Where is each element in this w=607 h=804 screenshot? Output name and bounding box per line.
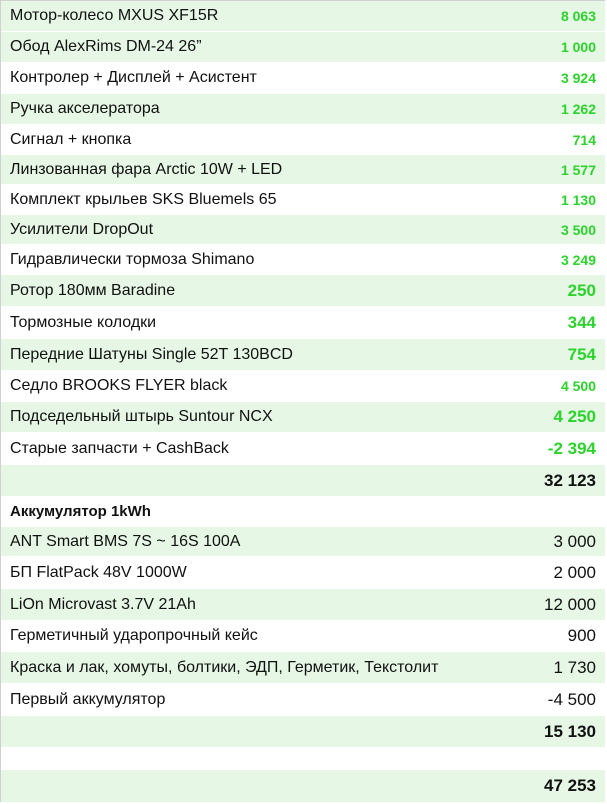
section-title: Аккумулятор 1kWh [10, 503, 151, 520]
table-row [1, 621, 605, 652]
table-row [1, 155, 605, 185]
item-value: 900 [567, 626, 596, 645]
section-header-row [1, 497, 605, 527]
item-value: 1 730 [553, 657, 596, 677]
item-value: 3 924 [560, 70, 596, 86]
table-row [1, 527, 605, 557]
item-name: Контролер + Дисплей + Асистент [10, 69, 257, 86]
item-name: Усилители DropOut [10, 220, 154, 238]
item-name: Краска и лак, хомуты, болтики, ЭДП, Герметик, Текстолит [10, 658, 439, 676]
item-value: 1 262 [560, 101, 596, 117]
grand-total-row [1, 770, 605, 803]
subtotal-value: 32 123 [544, 470, 596, 490]
table-row [1, 245, 605, 275]
item-value: 1 130 [560, 191, 596, 208]
item-name: Комплект крыльев SKS Bluemels 65 [10, 190, 277, 208]
table-row [1, 652, 605, 684]
item-value: -2 394 [547, 438, 596, 458]
spacer-row [1, 748, 605, 770]
item-name: LiOn Microvast 3.7V 21Ah [10, 595, 196, 613]
table-row [1, 275, 605, 307]
item-value: 4 500 [560, 378, 596, 394]
item-name: Подседельный штырь Suntour NCX [10, 408, 273, 425]
table-row [1, 371, 605, 402]
table-row [1, 402, 605, 433]
table-row [1, 589, 605, 621]
item-name: Сигнал + кнопка [10, 130, 132, 148]
item-value: 8 063 [560, 8, 596, 24]
item-name: Ручка акселератора [10, 100, 160, 117]
table-row [1, 307, 605, 339]
item-value: 3 249 [560, 251, 596, 268]
item-value: -4 500 [547, 689, 596, 709]
item-name: Тормозные колодки [10, 313, 157, 331]
item-name: Мотор-колесо MXUS XF15R [10, 7, 219, 24]
item-name: Линзованная фара Arctic 10W + LED [10, 160, 283, 178]
item-value: 1 577 [560, 161, 596, 178]
item-name: Ротор 180мм Baradine [10, 281, 176, 299]
item-value: 714 [572, 131, 596, 148]
item-value: 250 [567, 280, 596, 300]
table-row [1, 125, 605, 155]
item-name: Передние Шатуны Single 52T 130BCD [10, 345, 293, 363]
table-row [1, 94, 605, 125]
item-name: Старые запчасти + CashBack [10, 439, 229, 457]
table-row [1, 433, 605, 465]
table-row [1, 215, 605, 245]
item-name: ANT Smart BMS 7S ~ 16S 100A [10, 532, 241, 550]
item-value: 344 [567, 312, 596, 332]
table-row [1, 684, 605, 716]
item-name: Гидравлически тормоза Shimano [10, 250, 255, 268]
item-value: 3 500 [560, 221, 596, 238]
item-name: Герметичный ударопрочный кейс [10, 627, 258, 644]
item-value: 2 000 [553, 562, 596, 582]
table-row [1, 185, 605, 215]
subtotal-row [1, 465, 605, 497]
item-name: Обод AlexRims DM-24 26” [10, 38, 202, 55]
item-value: 12 000 [544, 594, 596, 614]
item-value: 3 000 [553, 531, 596, 551]
item-name: Седло BROOKS FLYER black [10, 377, 228, 394]
table-row [1, 32, 605, 63]
table-row [1, 557, 605, 589]
subtotal-value: 15 130 [544, 721, 596, 741]
grand-total-value: 47 253 [544, 776, 596, 795]
item-value: 754 [567, 344, 596, 364]
item-name: Первый аккумулятор [10, 690, 166, 708]
item-value: 1 000 [560, 39, 596, 55]
table-row [1, 63, 605, 94]
table-row [1, 1, 605, 32]
subtotal-row [1, 716, 605, 748]
item-value: 4 250 [553, 407, 596, 426]
item-name: БП FlatPack 48V 1000W [10, 563, 187, 581]
table-row [1, 339, 605, 371]
